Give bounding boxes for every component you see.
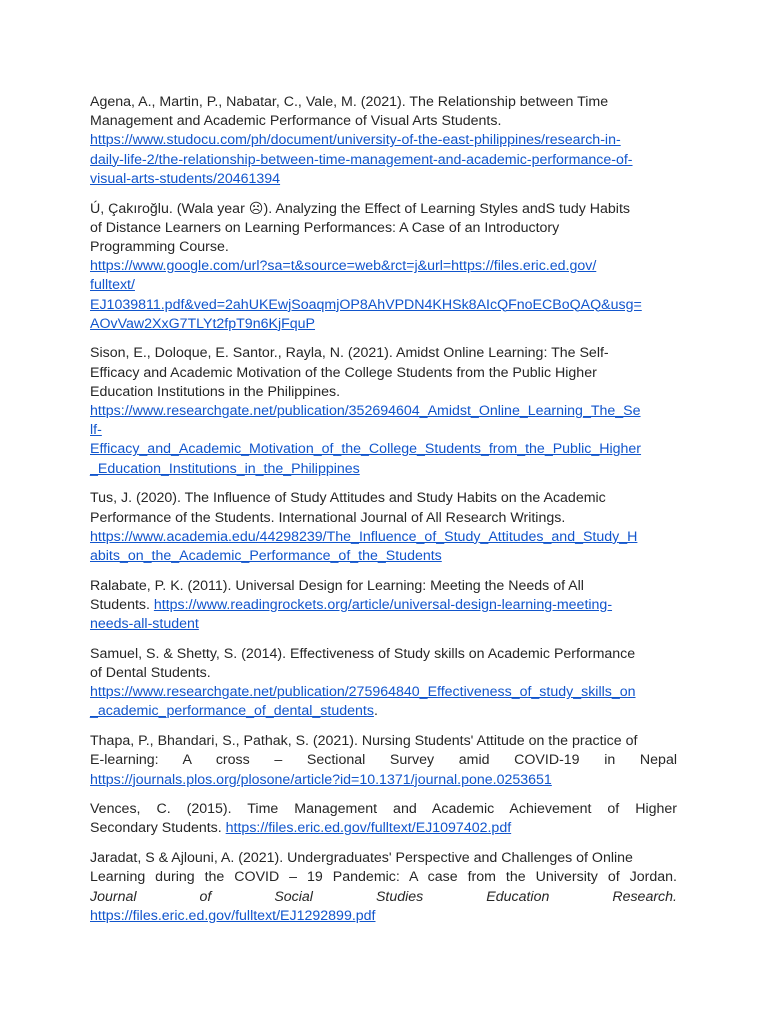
reference-link[interactable]: _Education_Institutions_in_the_Philippines xyxy=(90,460,360,477)
reference-link[interactable]: https://files.eric.ed.gov/fulltext/EJ1097402.pdf xyxy=(225,820,512,837)
reference-entry xyxy=(90,200,677,334)
reference-text-line xyxy=(90,702,677,721)
reference-link[interactable]: daily-life-2/the-relationship-between-time-management-and-academic-performance-of- xyxy=(90,151,633,168)
reference-link[interactable]: Efficacy_and_Academic_Motivation_of_the_College_Students_from_the_Public_Higher xyxy=(90,441,642,458)
reference-link[interactable]: EJ1039811.pdf&ved=2ahUKEwjSoaqmjOP8AhVPDN4KHSk8AIcQFnoECBoQAQ&usg= xyxy=(90,296,642,313)
reference-link[interactable]: fulltext/ xyxy=(90,277,135,294)
reference-text: Efficacy and Academic Motivation of the College Students from the Public Higher xyxy=(90,364,597,381)
reference-text: Education Institutions in the Philippines. xyxy=(90,383,341,400)
reference-text: of Dental Students. xyxy=(90,664,211,681)
reference-text: of Distance Learners on Learning Performances: A Case of an Introductory xyxy=(90,219,560,236)
reference-link[interactable]: visual-arts-students/20461394 xyxy=(90,170,281,187)
reference-text: . xyxy=(373,703,378,720)
reference-text: Samuel, S. & Shetty, S. (2014). Effectiveness of Study skills on Academic Performance xyxy=(90,645,636,662)
reference-entry xyxy=(90,800,677,838)
reference-text: Management and Academic Performance of Visual Arts Students. xyxy=(90,113,502,130)
reference-entry xyxy=(90,849,677,926)
reference-text: Secondary Students. xyxy=(90,820,226,837)
reference-entry xyxy=(90,344,677,478)
reference-link[interactable]: https://www.studocu.com/ph/document/university-of-the-east-philippines/research-in- xyxy=(90,132,621,149)
reference-link[interactable]: https://www.academia.edu/44298239/The_Influence_of_Study_Attitudes_and_Study_H xyxy=(90,528,638,545)
reference-link[interactable]: https://files.eric.ed.gov/fulltext/EJ1292899.pdf xyxy=(90,907,376,924)
reference-link[interactable]: needs-all-student xyxy=(90,616,199,633)
reference-link[interactable]: _academic_performance_of_dental_students xyxy=(90,703,374,720)
reference-text: Performance of the Students. International Journal of All Research Writings. xyxy=(90,509,566,526)
reference-link[interactable]: https://www.researchgate.net/publication/275964840_Effectiveness_of_study_skills_on xyxy=(90,684,636,701)
reference-link[interactable]: https://journals.plos.org/plosone/article?id=10.1371/journal.pone.0253651 xyxy=(90,771,552,788)
reference-entry xyxy=(90,93,677,189)
reference-text: Students. xyxy=(90,596,154,613)
reference-entry xyxy=(90,732,677,790)
reference-text: Jaradat, S & Ajlouni, A. (2021). Undergraduates' Perspective and Challenges of Online xyxy=(90,850,633,867)
reference-link[interactable]: AOvVaw2XxG7TLYt2fpT9n6KjFquP xyxy=(90,315,316,332)
reference-journal: Journal of Social Studies Education Research. xyxy=(90,888,677,905)
reference-entry xyxy=(90,577,677,635)
reference-text-line xyxy=(90,596,677,615)
reference-link[interactable]: lf- xyxy=(90,422,102,439)
reference-link[interactable]: https://www.readingrockets.org/article/universal-design-learning-meeting- xyxy=(153,596,613,613)
reference-entry xyxy=(90,645,677,722)
reference-link[interactable]: abits_on_the_Academic_Performance_of_the_Students xyxy=(90,547,442,564)
reference-entry xyxy=(90,489,677,566)
reference-text: Ralabate, P. K. (2011). Universal Design for Learning: Meeting the Needs of All xyxy=(90,577,584,594)
reference-text: Thapa, P., Bhandari, S., Pathak, S. (2021). Nursing Students' Attitude on the practice of xyxy=(90,733,638,750)
reference-text: Vences, C. (2015). Time Management and Academic Achievement of Higher xyxy=(90,801,677,818)
reference-link[interactable]: https://www.google.com/url?sa=t&source=web&rct=j&url=https://files.eric.ed.gov/ xyxy=(90,258,597,275)
reference-text-line xyxy=(90,819,677,838)
reference-text: Agena, A., Martin, P., Nabatar, C., Vale, M. (2021). The Relationship between Time xyxy=(90,94,609,110)
reference-text: Tus, J. (2020). The Influence of Study Attitudes and Study Habits on the Academic xyxy=(90,490,606,507)
reference-text: Sison, E., Doloque, E. Santor., Rayla, N. (2021). Amidst Online Learning: The Self- xyxy=(90,345,609,362)
reference-link[interactable]: https://www.researchgate.net/publication/352694604_Amidst_Online_Learning_The_Se xyxy=(90,403,641,420)
reference-text: E-learning: A cross – Sectional Survey amid COVID-19 in Nepal xyxy=(90,752,677,769)
reference-text: Ú, Çakıroğlu. (Wala year ☹). Analyzing the Effect of Learning Styles andS tudy Habits xyxy=(90,200,630,217)
reference-text: Learning during the COVID – 19 Pandemic: A case from the University of Jordan. xyxy=(90,869,677,886)
reference-text: Programming Course. xyxy=(90,238,229,255)
